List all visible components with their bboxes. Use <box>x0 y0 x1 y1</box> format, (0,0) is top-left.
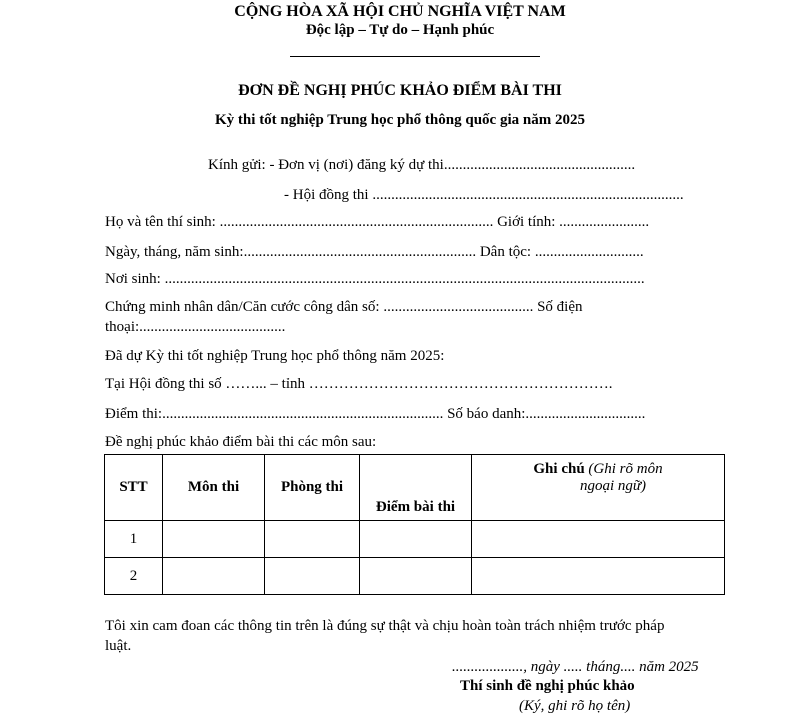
form-title: ĐƠN ĐỀ NGHỊ PHÚC KHẢO ĐIỂM BÀI THI <box>238 82 562 99</box>
national-motto: Độc lập – Tự do – Hạnh phúc <box>305 22 495 38</box>
header-divider <box>290 56 540 57</box>
row-room-cell[interactable] <box>265 558 360 595</box>
row-subject-cell[interactable] <box>163 521 265 558</box>
candidate-name-line: Họ và tên thí sinh: ......................................................................... Giới tính: ........................ <box>105 214 650 230</box>
row-score-cell[interactable] <box>360 521 472 558</box>
header-note <box>472 455 725 521</box>
country-name: CỘNG HÒA XÃ HỘI CHỦ NGHĨA VIỆT NAM <box>234 3 566 20</box>
row-room-cell[interactable] <box>265 521 360 558</box>
row-subject-cell[interactable] <box>163 558 265 595</box>
signature-date: ..................., ngày ..... tháng.... năm 2025 <box>452 659 699 675</box>
form-subtitle: Kỳ thi tốt nghiệp Trung học phổ thông quốc gia năm 2025 <box>215 112 585 128</box>
header-room: Phòng thi <box>265 455 360 521</box>
row-stt: 2 <box>105 558 163 595</box>
request-intro-line: Đề nghị phúc khảo điểm bài thi các môn sau: <box>105 434 377 450</box>
header-note-hint-1: (Ghi rõ môn <box>588 461 663 477</box>
exam-site-line: Điểm thi:........................................................................... Số báo danh:................................ <box>105 406 646 422</box>
exam-participation-line: Đã dự Kỳ thi tốt nghiệp Trung học phổ thông năm 2025: <box>105 348 445 364</box>
exam-council-line: Tại Hội đồng thi số ……... – tỉnh ……………………………………………………. <box>105 376 613 392</box>
header-note-hint-2: ngoại ngữ) <box>579 478 647 494</box>
row-score-cell[interactable] <box>360 558 472 595</box>
id-number-line: Chứng minh nhân dân/Căn cước công dân số: ........................................ Số điện <box>105 299 583 315</box>
header-score: Điểm bài thi <box>360 455 472 521</box>
birth-date-line: Ngày, tháng, năm sinh:.............................................................. Dân tộc: ............................. <box>105 244 644 260</box>
table-row <box>105 521 725 558</box>
phone-line: thoại:....................................... <box>105 319 286 335</box>
signature-title: Thí sinh đề nghị phúc khảo <box>460 678 635 694</box>
recipient-council-line: - Hội đồng thi ................................................................................... <box>284 187 684 203</box>
row-note-cell[interactable] <box>472 558 725 595</box>
birth-place-line: Nơi sinh: ................................................................................................................................ <box>105 271 645 287</box>
subjects-table <box>104 454 725 595</box>
commitment-line-1: Tôi xin cam đoan các thông tin trên là đúng sự thật và chịu hoàn toàn trách nhiệm trước pháp <box>105 618 665 634</box>
row-stt: 1 <box>105 521 163 558</box>
row-note-cell[interactable] <box>472 521 725 558</box>
header-subject: Môn thi <box>163 455 265 521</box>
table-header-row <box>105 455 725 521</box>
commitment-line-2: luật. <box>105 638 132 654</box>
header-stt: STT <box>105 455 163 521</box>
recipient-unit-line: Kính gửi: - Đơn vị (nơi) đăng ký dự thi................................................... <box>208 157 636 173</box>
header-note-label: Ghi chú <box>533 461 585 477</box>
signature-note: (Ký, ghi rõ họ tên) <box>519 698 631 714</box>
table-row <box>105 558 725 595</box>
